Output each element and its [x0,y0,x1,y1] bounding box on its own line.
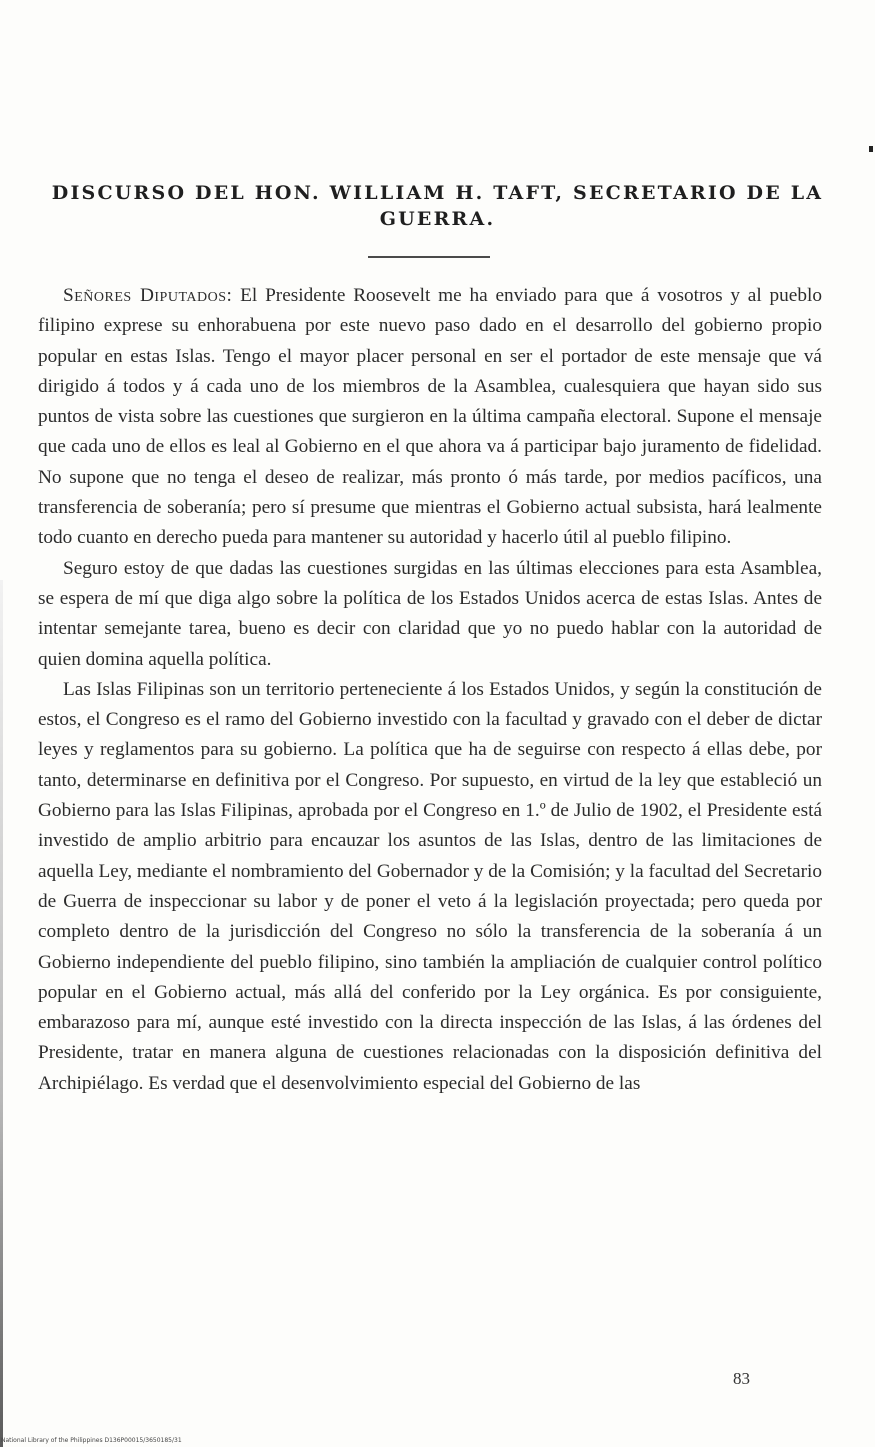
scan-mark [869,146,873,152]
speech-body [38,281,822,1099]
paragraph-3: Las Islas Filipinas son un territorio perteneciente á los Estados Unidos, y según la constitución de estos, el Congreso es el ramo del Gobierno investido con la facultad y gravado con el deber de dictar leyes y reglamentos para su gobierno. La política que ha de seguirse con respecto á ellas debe, por tanto, determinarse en definitiva por el Congreso. Por supuesto, en virtud de la ley que estableció un Gobierno para las Islas Filipinas, aprobada por el Congreso en 1.º de Julio de 1902, el Presidente está investido de amplio arbitrio para encauzar los asuntos de las Islas, dentro de las limitaciones de aquella Ley, mediante el nombramiento del Gobernador y de la Comisión; y la facultad del Secretario de Guerra de inspeccionar su labor y de poner el veto á la legislación proyectada; pero queda por completo dentro de la jurisdicción del Congreso no sólo la transferencia de la soberanía á un Gobierno independiente del pueblo filipino, sino también la ampliación de cualquier control político popular en el Gobierno actual, más allá del conferido por la Ley orgánica. Es por consiguiente, embarazoso para mí, aunque esté investido con la directa inspección de las Islas, á las órdenes del Presidente, tratar en manera alguna de cuestiones relacionadas con la disposición definitiva del Archipiélago. Es verdad que el desenvolvimiento especial del Gobierno de las [38,678,822,1094]
paragraph-1 [38,281,822,554]
archive-footer: National Library of the Philippines D136P00015/3650185/31 [1,1437,182,1444]
title-divider [368,256,490,258]
page-binding-edge [0,580,3,1447]
speech-title: DISCURSO DEL HON. WILLIAM H. TAFT, SECRETARIO DE LA GUERRA. [51,182,824,230]
paragraph-1-text: El Presidente Roosevelt me ha enviado para que á vosotros y al pueblo filipino exprese su enhorabuena por este nuevo paso dado en el desarrollo del gobierno propio popular en estas Islas. Tengo el mayor placer personal en ser el portador de este mensaje que vá dirigido á todos y á cada uno de los miembros de la Asamblea, cualesquiera que hayan sido sus puntos de vista sobre las cuestiones que surgieron en la última campaña electoral. Supone el mensaje que cada uno de ellos es leal al Gobierno en el que ahora va á participar bajo juramento de fidelidad. No supone que no tenga el deseo de realizar, más pronto ó más tarde, por medios pacíficos, una transferencia de soberanía; pero sí presume que mientras el Gobierno actual subsista, hará lealmente todo cuanto en derecho pueda para mantener su autoridad y hacerlo útil al pueblo filipino. [38,285,822,549]
paragraph-2: Seguro estoy de que dadas las cuestiones surgidas en las últimas elecciones para esta Asamblea, se espera de mí que diga algo sobre la política de los Estados Unidos acerca de estas Islas. Antes de intentar semejante tarea, bueno es decir con claridad que yo no puedo hablar con la autoridad de quien domina aquella política. [38,557,822,670]
salutation: Señores Diputados: [63,285,233,306]
page-number: 83 [733,1369,750,1388]
